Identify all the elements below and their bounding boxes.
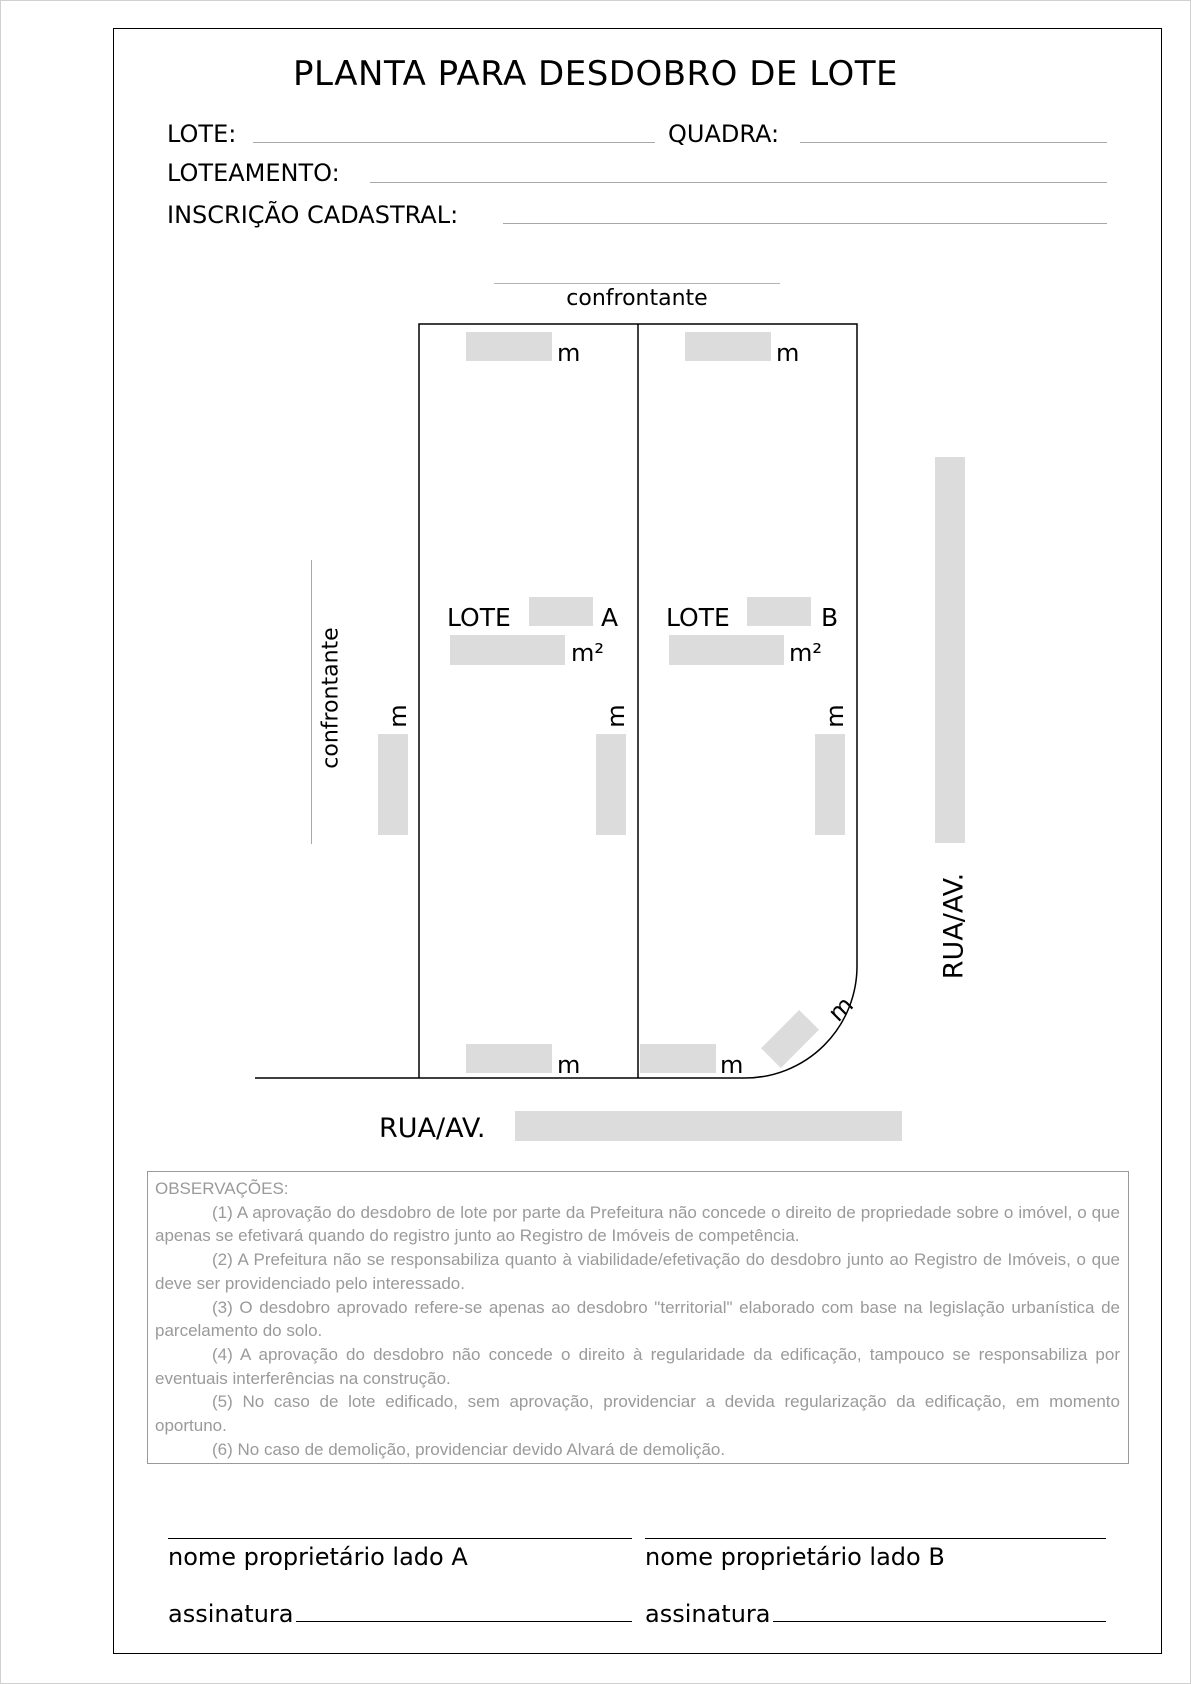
lote-b-back-measure-field[interactable]	[640, 1044, 716, 1073]
unit-m2-a: m²	[571, 639, 604, 667]
page-title: PLANTA PARA DESDOBRO DE LOTE	[293, 54, 898, 94]
observation-item-1: (1) A aprovação do desdobro de lote por parte da Prefeitura não concede o direito de propriedade sobre o imóvel, o que apenas se efetivará quando do registro junto ao Registro de Imóveis de competência.	[155, 1202, 1120, 1246]
lote-b-number-field[interactable]	[747, 597, 811, 626]
corner-chamfer-field	[761, 1010, 819, 1068]
lote-a-front-measure-field[interactable]	[466, 332, 552, 361]
street-right-name-field[interactable]	[935, 457, 965, 843]
street-bottom-name-field[interactable]	[515, 1111, 902, 1141]
lote-a-letter: A	[601, 603, 619, 632]
quadra-label: QUADRA:	[668, 120, 780, 148]
signature-b-line[interactable]	[773, 1621, 1106, 1622]
confrontante-left-label: confrontante	[318, 627, 344, 769]
observations-title: OBSERVAÇÕES:	[155, 1179, 289, 1198]
lote-b-word: LOTE	[666, 603, 730, 632]
inscricao-label: INSCRIÇÃO CADASTRAL:	[167, 201, 459, 229]
lote-b-area-field[interactable]	[669, 635, 784, 665]
loteamento-label: LOTEAMENTO:	[167, 159, 340, 187]
owner-b-name-line[interactable]	[645, 1538, 1106, 1539]
unit-m-a-bottom: m	[557, 1051, 581, 1079]
observation-item-3: (3) O desdobro aprovado refere-se apenas ao desdobro "territorial" elaborado com base na legislação urbanística de parcelamento do solo.	[155, 1297, 1120, 1341]
lote-b-front-measure-field[interactable]	[685, 332, 771, 361]
observation-item-2: (2) A Prefeitura não se responsabiliza quanto à viabilidade/efetivação do desdobro junto ao Registro de Imóveis, o que deve ser providenciado pelo interessado.	[155, 1250, 1120, 1293]
lote-b-letter: B	[821, 603, 839, 632]
lote-a-word: LOTE	[447, 603, 511, 632]
observation-item-4: (4) A aprovação do desdobro não concede o direito à regularidade da edificação, tampouco se responsabiliza por eventuais interferências na construção.	[155, 1344, 1120, 1388]
lote-a-area-field[interactable]	[450, 635, 565, 665]
lot-boundary	[255, 324, 857, 1078]
observation-item-6: (6) No caso de demolição, providenciar devido Alvará de demolição.	[212, 1439, 726, 1459]
lote-a-back-measure-field[interactable]	[466, 1044, 552, 1073]
unit-m2-b: m²	[789, 639, 822, 667]
owner-a-name-line[interactable]	[168, 1538, 632, 1539]
observations-box	[147, 1171, 1129, 1464]
lote-b-right-side-measure-field[interactable]	[815, 734, 845, 835]
unit-m-b-bottom: m	[720, 1051, 744, 1079]
street-bottom-label: RUA/AV.	[379, 1113, 486, 1144]
unit-m-a-left: m	[384, 704, 412, 728]
owner-b-label: nome proprietário lado B	[645, 1543, 945, 1571]
observation-item-5: (5) No caso de lote edificado, sem aprovação, providenciar a devida regularização da edificação, em momento oportuno.	[155, 1392, 1120, 1436]
signature-a-label: assinatura	[168, 1600, 294, 1628]
unit-m-a-right: m	[602, 704, 630, 728]
lote-a-number-field[interactable]	[529, 597, 593, 626]
lote-a-left-side-measure-field[interactable]	[378, 734, 408, 835]
signature-a-line[interactable]	[296, 1621, 632, 1622]
lote-a-right-side-measure-field[interactable]	[596, 734, 626, 835]
unit-m-b-top: m	[776, 339, 800, 367]
street-right-label: RUA/AV.	[938, 872, 970, 980]
unit-m-b-right: m	[821, 704, 849, 728]
signature-b-label: assinatura	[645, 1600, 771, 1628]
confrontante-top-label: confrontante	[566, 286, 708, 311]
unit-m-corner: m	[822, 990, 859, 1028]
lote-label: LOTE:	[167, 120, 237, 148]
unit-m-a-top: m	[557, 339, 581, 367]
owner-a-label: nome proprietário lado A	[168, 1543, 468, 1571]
